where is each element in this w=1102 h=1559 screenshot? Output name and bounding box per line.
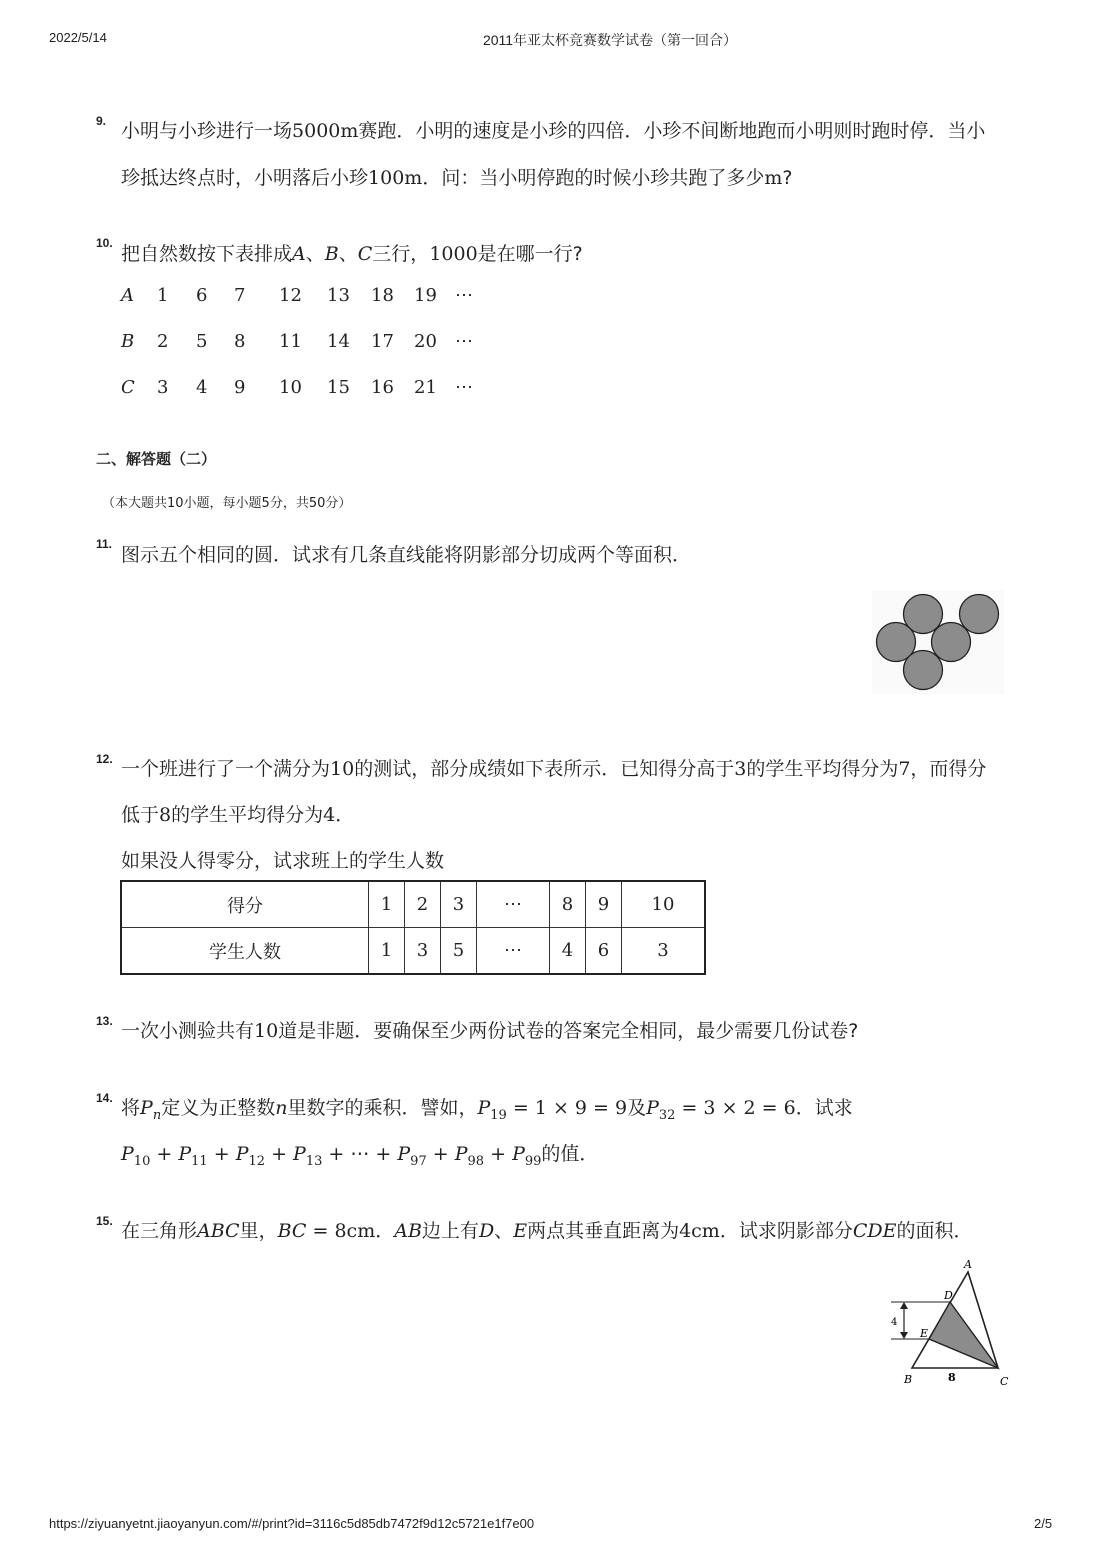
circle-top-right [960, 595, 999, 634]
table-cell: 6 [586, 928, 622, 975]
row-cell: 14 [327, 331, 350, 352]
sum-term-p: P [121, 1143, 134, 1165]
row-label: A [121, 285, 134, 306]
five-circles-figure [872, 590, 1004, 694]
sum-operator: + [484, 1143, 513, 1165]
question-10-text: 把自然数按下表排成A、B、C三行，1000是在哪一行? [121, 243, 583, 265]
sum-operator: + [150, 1143, 179, 1165]
row-cell: 9 [234, 377, 246, 398]
table-cell: 1 [369, 928, 405, 975]
sum-term-p: P [397, 1143, 411, 1165]
table-cell: 4 [550, 928, 586, 975]
question-14-line-1: 将$P_n$定义为正整数n里数字的乘积．譬如，$P_{19} = 1 \times 9 = 9$及$P_{32} = 3 \times 2 = 6$．试求 [121, 1097, 853, 1123]
question-12-line-3: 如果没人得零分，试求班上的学生人数 [121, 850, 445, 872]
row-cell: 10 [279, 377, 302, 398]
sum-term-p: P [293, 1143, 306, 1165]
label-c: C [1000, 1375, 1009, 1386]
sum-expression [121, 1143, 542, 1169]
source-url: https://ziyuanyetnt.jiaoyanyun.com/#/print?id=3116c5d85db7472f9d12c5721e1f7e00 [49, 1516, 535, 1531]
row-cell: ⋯ [455, 377, 473, 398]
sum-operator: + [265, 1143, 294, 1165]
row-cell: 3 [157, 377, 169, 398]
sum-term-p: P [454, 1143, 468, 1165]
sum-operator: + [207, 1143, 236, 1165]
question-13-number: 13. [96, 1014, 113, 1028]
table-cell: 1 [369, 881, 405, 928]
row-cell: 20 [414, 331, 437, 352]
row-cell: 13 [327, 285, 350, 306]
row-cell: 12 [279, 285, 302, 306]
sum-term-subscript: 11 [191, 1153, 208, 1169]
table-cell: 3 [441, 881, 477, 928]
sum-term-subscript: 13 [305, 1153, 323, 1169]
section-note: （本大题共10小题，每小题5分，共50分） [102, 496, 352, 511]
table-cell: ⋯ [477, 928, 550, 975]
table-cell: 9 [586, 881, 622, 928]
row-label: B [121, 331, 135, 352]
question-15-number: 15. [96, 1214, 113, 1228]
label-a: A [964, 1258, 972, 1271]
table-row [121, 881, 705, 928]
sum-term-p: P [235, 1143, 249, 1165]
label-length-4: 4 [891, 1317, 898, 1328]
row-cell: 8 [234, 331, 246, 352]
table-row [121, 928, 705, 975]
question-13-text: 一次小测验共有10道是非题．要确保至少两份试卷的答案完全相同，最少需要几份试卷? [121, 1020, 859, 1042]
row-cell: 18 [371, 285, 394, 306]
row-cell: 21 [414, 377, 437, 398]
dim-arrow-head-up [900, 1302, 908, 1309]
question-9-line-2: 珍抵达终点时，小明落后小珍100m．问：当小明停跑的时候小珍共跑了多少m? [121, 167, 793, 189]
score-table [120, 880, 706, 975]
table-cell: 5 [441, 928, 477, 975]
question-14-number: 14. [96, 1091, 113, 1105]
row-cell: 5 [196, 331, 208, 352]
circle-middle-right [932, 623, 971, 662]
table-header-score: 得分 [121, 881, 369, 928]
sum-term-p: P [178, 1143, 192, 1165]
table-cell: ⋯ [477, 881, 550, 928]
row-cell: 2 [157, 331, 169, 352]
question-10-number: 10. [96, 236, 113, 250]
row-cell: 19 [414, 285, 437, 306]
table-cell: 3 [405, 928, 441, 975]
question-11-text: 图示五个相同的圆．试求有几条直线能将阴影部分切成两个等面积． [121, 544, 692, 566]
row-cell: 6 [196, 285, 208, 306]
row-cell: 16 [371, 377, 394, 398]
row-cell: 11 [279, 331, 302, 352]
circle-bottom [904, 651, 943, 690]
sum-operator: + [426, 1143, 455, 1165]
table-cell: 2 [405, 881, 441, 928]
row-cell: 4 [196, 377, 208, 398]
print-date: 2022/5/14 [49, 30, 107, 45]
question-9-line-1: 小明与小珍进行一场5000m赛跑．小明的速度是小珍的四倍．小珍不间断地跑而小明则时跑时停．当小 [121, 120, 986, 142]
row-cell: ⋯ [455, 285, 473, 306]
sum-term-subscript: 10 [133, 1153, 151, 1169]
sum-term-subscript: 12 [248, 1153, 266, 1169]
page-number: 2/5 [1034, 1516, 1053, 1531]
row-cell: 7 [234, 285, 246, 306]
table-cell: 10 [622, 881, 706, 928]
table-cell: 3 [622, 928, 706, 975]
sum-term-subscript: 97 [410, 1153, 427, 1169]
question-12-number: 12. [96, 752, 113, 766]
row-cell: 15 [327, 377, 350, 398]
question-11-number: 11. [96, 537, 113, 551]
question-12-line-2: 低于8的学生平均得分为4． [121, 804, 355, 826]
sum-term-subscript: 99 [524, 1153, 542, 1169]
table-header-students: 学生人数 [121, 928, 369, 975]
question-12-line-1: 一个班进行了一个满分为10的测试，部分成绩如下表所示．已知得分高于3的学生平均得分为7，而得分 [121, 758, 987, 780]
question-9-number: 9. [96, 114, 107, 128]
row-cell: 17 [371, 331, 394, 352]
triangle-figure [884, 1256, 1014, 1386]
document-title: 2011年亚太杯竞赛数学试卷（第一回合） [482, 32, 738, 48]
sum-term-subscript: 98 [467, 1153, 485, 1169]
table-cell: 8 [550, 881, 586, 928]
question-14-line-2: $P_{10} + P_{11} + P_{12} + P_{13}$ + ⋯ + $P_{97} + P_{98} + P_{99}$的值． [121, 1143, 599, 1169]
row-label: C [121, 377, 135, 398]
question-15-text: 在三角形ABC里，BC = 8cm．AB边上有D、E两点其垂直距离为4cm．试求阴影部分CDE的面积． [121, 1220, 973, 1242]
row-cell: 1 [157, 285, 169, 306]
label-d: D [944, 1289, 953, 1302]
label-length-8: 8 [948, 1371, 956, 1384]
sum-term-p: P [512, 1143, 525, 1165]
sum-operator: + ⋯ + [322, 1143, 398, 1165]
row-cell: ⋯ [455, 331, 473, 352]
label-e: E [920, 1327, 929, 1340]
label-b: B [904, 1373, 913, 1386]
section-title: 二、解答题（二） [96, 450, 217, 468]
dim-arrow-head-down [900, 1332, 908, 1339]
